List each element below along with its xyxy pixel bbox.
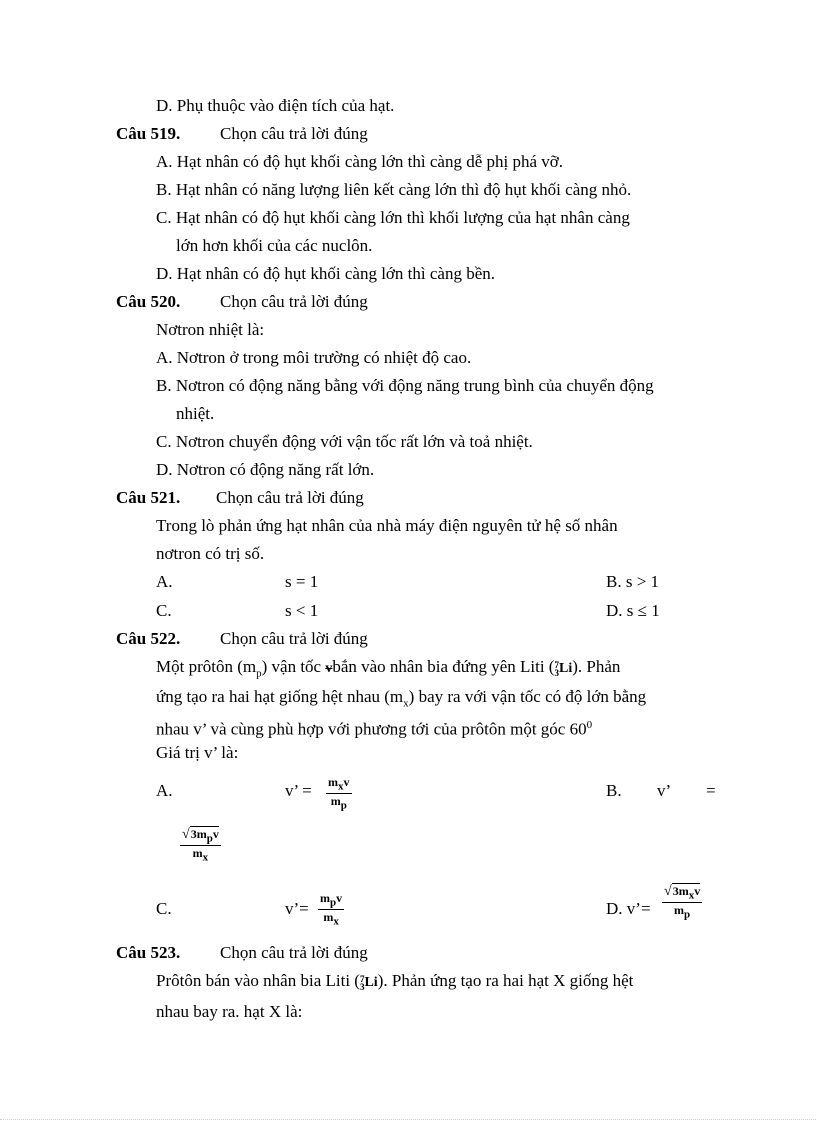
question-number: Câu 522. (116, 629, 181, 648)
question-stem-line1 (156, 970, 633, 994)
question-prompt: Chọn câu trả lời đúng (216, 488, 364, 507)
option-a-fraction: $m_xv$ $m_p$ (328, 775, 350, 812)
option-c-line1 (156, 207, 718, 229)
option-c-line2: lớn hơn khối của các nuclôn. (176, 236, 373, 255)
option-d-prev: D. Phụ thuộc vào điện tích của hạt. (156, 96, 395, 115)
subscript: p (256, 667, 262, 680)
option-b-equals: = (706, 781, 716, 800)
option-c-lhs: v’= (285, 899, 309, 918)
option-b-label: B. (606, 781, 622, 800)
lithium-nuclide: 7 3 Li (554, 660, 573, 679)
option-d: D. Hạt nhân có độ hụt khối càng lớn thì càng bền. (156, 264, 495, 283)
option-c-label: C. (156, 601, 172, 620)
stem-text: ). Phản (572, 657, 621, 676)
option-c-value: s < 1 (285, 601, 319, 620)
option-a: A. Hạt nhân có độ hụt khối càng lớn thì càng dễ phị phá vỡ. (156, 152, 564, 171)
question-prompt: Chọn câu trả lời đúng (220, 629, 368, 648)
question-stem-line2: nơtron có trị số. (156, 544, 265, 563)
question-523-header (116, 942, 368, 964)
stem-text: bắn vào nhân bia đứng yên Liti ( (332, 657, 555, 676)
question-stem-line4: Giá trị v’ là: (156, 743, 239, 762)
option-c-text: C. Hạt nhân có độ hụt khối càng lớn thì khối lượng của hạt nhân càng (156, 208, 630, 227)
question-stem-line1: Trong lò phản ứng hạt nhân của nhà máy điện nguyên tử hệ số nhân (156, 516, 618, 535)
question-prompt: Chọn câu trả lời đúng (220, 124, 368, 143)
option-d: D. Nơtron có động năng rất lớn. (156, 460, 375, 479)
page-bottom-rule (0, 1119, 816, 1120)
question-prompt: Chọn câu trả lời đúng (220, 292, 368, 311)
option-b-line2: nhiệt. (176, 404, 215, 423)
lithium-nuclide: 7 3 Li (359, 974, 378, 993)
question-stem-line2: nhau bay ra. hạt X là: (156, 1002, 303, 1021)
option-d: D. s ≤ 1 (606, 601, 660, 620)
option-b: B. s > 1 (606, 572, 660, 591)
stem-text: nhau v’ và cùng phù hợp với phương tới của prôtôn một góc 60 (156, 719, 587, 739)
question-prompt: Chọn câu trả lời đúng (220, 943, 368, 962)
question-521-header (116, 487, 364, 509)
stem-text: Prôtôn bán vào nhân bia Liti ( (156, 971, 360, 990)
option-c-label: C. (156, 899, 172, 918)
option-d-label: D. v’= (606, 899, 651, 918)
question-stem-line3 (156, 714, 592, 741)
option-a-label: A. (156, 572, 173, 591)
question-number: Câu 521. (116, 488, 181, 507)
option-a-value: s = 1 (285, 572, 319, 591)
option-b-fraction: $√3m_pv$ $m_x$ (182, 827, 219, 864)
velocity-vector: v (325, 661, 333, 676)
stem-text: Một prôtôn (m (156, 657, 257, 676)
option-d-fraction: $√3m_xv$ $m_p$ (664, 884, 701, 921)
question-stem-line2 (156, 686, 646, 714)
option-b-line1: B. Nơtron có động năng bằng với động năng trung bình của chuyển động (156, 376, 654, 395)
question-520-header (116, 291, 368, 313)
option-c-fraction: $m_pv$ $m_x$ (320, 891, 343, 928)
question-stem: Nơtron nhiệt là: (156, 320, 265, 339)
option-a-lhs: v’ = (285, 781, 312, 800)
stem-text: ). Phản ứng tạo ra hai hạt X giống hệt (377, 971, 634, 990)
question-stem-line1 (156, 656, 620, 684)
question-number: Câu 519. (116, 124, 181, 143)
question-522-header (116, 628, 368, 650)
option-c: C. Nơtron chuyển động với vận tốc rất lớn và toả nhiệt. (156, 432, 533, 451)
stem-text: ) vận tốc (261, 657, 326, 676)
option-a: A. Nơtron ở trong môi trường có nhiệt độ cao. (156, 348, 472, 367)
option-a-label: A. (156, 781, 173, 800)
stem-text: ứng tạo ra hai hạt giống hệt nhau (m (156, 687, 404, 706)
option-b-lhs: v’ (657, 781, 672, 800)
question-number: Câu 520. (116, 292, 181, 311)
superscript: 0 (586, 719, 593, 731)
question-519-header (116, 123, 368, 145)
question-number: Câu 523. (116, 943, 181, 962)
subscript: x (403, 697, 409, 710)
option-b: B. Hạt nhân có năng lượng liên kết càng lớn thì độ hụt khối càng nhỏ. (156, 180, 632, 199)
stem-text: ) bay ra với vận tốc có độ lớn bằng (408, 687, 647, 706)
